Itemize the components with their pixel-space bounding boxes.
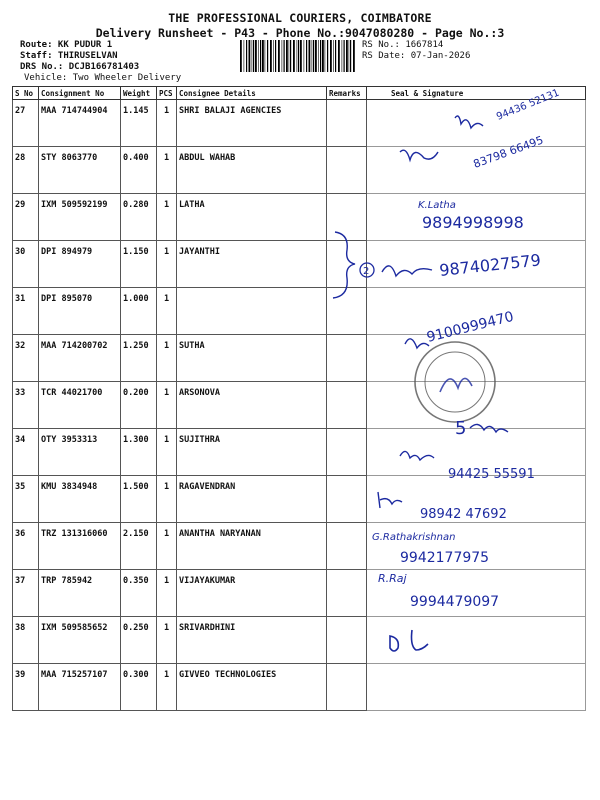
cell-weight: 0.280 [121, 194, 157, 241]
cell-pcs: 1 [157, 335, 177, 382]
cell-consignee: GIVVEO TECHNOLOGIES [177, 664, 327, 711]
cell-consignment-no: OTY 3953313 [39, 429, 121, 476]
handwritten-name-29: K.Latha [418, 200, 456, 211]
cell-consignment-no: MAA 714200702 [39, 335, 121, 382]
cell-consignment-no: KMU 3834948 [39, 476, 121, 523]
cell-consignment-no: TCR 44021700 [39, 382, 121, 429]
cell-weight: 1.500 [121, 476, 157, 523]
table-row [13, 617, 586, 664]
cell-consignment-no: TRP 785942 [39, 570, 121, 617]
table-row [13, 335, 586, 382]
handwritten-phone-28: 83798 66495 [471, 133, 546, 171]
cell-consignee: ANANTHA NARYANAN [177, 523, 327, 570]
cell-weight: 0.250 [121, 617, 157, 664]
cell-weight: 2.150 [121, 523, 157, 570]
cell-sno: 36 [13, 523, 39, 570]
barcode-image [240, 40, 358, 72]
table-row [13, 382, 586, 429]
table-row [13, 100, 586, 147]
cell-seal-signature [367, 523, 586, 570]
cell-remarks [327, 147, 367, 194]
cell-seal-signature [367, 382, 586, 429]
col-header-remarks: Remarks [327, 87, 367, 100]
table-row [13, 288, 586, 335]
col-header-consignment: Consignment No [39, 87, 121, 100]
handwritten-phone-32: 9100999470 [425, 308, 516, 346]
table-row [13, 523, 586, 570]
table-row [13, 241, 586, 288]
cell-pcs: 1 [157, 664, 177, 711]
cell-seal-signature [367, 335, 586, 382]
staff-label: Staff: THIRUSELVAN [20, 51, 118, 61]
cell-consignee [177, 288, 327, 335]
handwritten-phone-27: 94436 52131 [495, 87, 562, 123]
cell-remarks [327, 664, 367, 711]
handwritten-phone-35: 94425 55591 [448, 467, 535, 482]
handwritten-count-30: 2 [363, 266, 370, 277]
cell-seal-signature [367, 194, 586, 241]
col-header-sno: S No [13, 87, 39, 100]
cell-consignment-no: MAA 715257107 [39, 664, 121, 711]
cell-sno: 38 [13, 617, 39, 664]
cell-seal-signature [367, 570, 586, 617]
cell-pcs: 1 [157, 241, 177, 288]
cell-sno: 33 [13, 382, 39, 429]
cell-remarks [327, 570, 367, 617]
cell-remarks [327, 523, 367, 570]
handwritten-name-38: R.Raj [378, 572, 407, 585]
cell-pcs: 1 [157, 523, 177, 570]
cell-remarks [327, 194, 367, 241]
runsheet-subtitle: Delivery Runsheet - P43 - Phone No.:9047080280 - Page No.:3 [95, 26, 505, 40]
cell-sno: 34 [13, 429, 39, 476]
cell-pcs: 1 [157, 570, 177, 617]
cell-consignee: SHRI BALAJI AGENCIES [177, 100, 327, 147]
cell-sno: 37 [13, 570, 39, 617]
cell-consignment-no: DPI 895070 [39, 288, 121, 335]
table-header-row [13, 87, 586, 100]
cell-remarks [327, 476, 367, 523]
cell-weight: 1.145 [121, 100, 157, 147]
cell-seal-signature [367, 476, 586, 523]
cell-seal-signature [367, 617, 586, 664]
handwritten-mark-34: 5 [455, 418, 467, 439]
cell-seal-signature [367, 100, 586, 147]
handwritten-phone-30: 9874027579 [438, 250, 542, 280]
col-header-consignee: Consignee Details [177, 87, 327, 100]
handwritten-phone-36: 98942 47692 [420, 507, 507, 522]
table-row [13, 664, 586, 711]
table-row [13, 147, 586, 194]
cell-remarks [327, 100, 367, 147]
rs-number: RS No.: 1667814 [362, 40, 444, 50]
handwritten-phone-37: 9942177975 [400, 550, 490, 566]
cell-consignment-no: IXM 509585652 [39, 617, 121, 664]
vehicle-label: Vehicle: Two Wheeler Delivery [24, 73, 182, 83]
col-header-pcs: PCS [157, 87, 177, 100]
cell-weight: 0.350 [121, 570, 157, 617]
cell-sno: 32 [13, 335, 39, 382]
cell-weight: 1.150 [121, 241, 157, 288]
cell-weight: 0.400 [121, 147, 157, 194]
cell-consignment-no: MAA 714744904 [39, 100, 121, 147]
cell-consignment-no: DPI 894979 [39, 241, 121, 288]
cell-remarks [327, 429, 367, 476]
cell-consignee: SRIVARDHINI [177, 617, 327, 664]
cell-sno: 27 [13, 100, 39, 147]
cell-consignee: SUJITHRA [177, 429, 327, 476]
cell-pcs: 1 [157, 617, 177, 664]
cell-pcs: 1 [157, 100, 177, 147]
cell-remarks [327, 335, 367, 382]
table-row [13, 476, 586, 523]
cell-sno: 28 [13, 147, 39, 194]
cell-consignment-no: IXM 509592199 [39, 194, 121, 241]
cell-remarks [327, 241, 370, 288]
cell-sno: 39 [13, 664, 39, 711]
drs-number: DRS No.: DCJB166781403 [20, 62, 140, 72]
cell-sno: 35 [13, 476, 39, 523]
cell-pcs: 1 [157, 382, 177, 429]
handwritten-name-37: G.Rathakrishnan [372, 532, 456, 543]
cell-consignee: ARSONOVA [177, 382, 327, 429]
cell-sno: 30 [13, 241, 39, 288]
cell-weight: 1.000 [121, 288, 157, 335]
handwritten-phone-38: 9994479097 [410, 594, 500, 610]
cell-seal-signature [367, 147, 586, 194]
cell-seal-signature [367, 429, 586, 476]
runsheet-table [12, 86, 586, 711]
cell-consignee: RAGAVENDRAN [177, 476, 327, 523]
cell-consignee: VIJAYAKUMAR [177, 570, 327, 617]
col-header-weight: Weight [121, 87, 157, 100]
cell-remarks [327, 617, 367, 664]
cell-consignment-no: TRZ 131316060 [39, 523, 121, 570]
cell-pcs: 1 [157, 429, 177, 476]
cell-seal-signature [367, 241, 586, 288]
cell-consignee: ABDUL WAHAB [177, 147, 327, 194]
cell-weight: 0.200 [121, 382, 157, 429]
company-title: THE PROFESSIONAL COURIERS, COIMBATORE [168, 11, 432, 25]
cell-consignee: SUTHA [177, 335, 327, 382]
cell-consignee: JAYANTHI [177, 241, 327, 288]
cell-seal-signature [367, 288, 586, 335]
cell-remarks [327, 288, 367, 335]
handwritten-phone-29: 9894998998 [422, 213, 524, 232]
cell-pcs: 1 [157, 476, 177, 523]
cell-sno: 31 [13, 288, 39, 335]
cell-sno: 29 [13, 194, 39, 241]
route-label: Route: KK PUDUR 1 [20, 40, 113, 50]
cell-pcs: 1 [157, 194, 177, 241]
table-row [13, 429, 586, 476]
table-row [13, 194, 586, 241]
cell-consignee: LATHA [177, 194, 327, 241]
cell-pcs: 1 [157, 147, 177, 194]
cell-weight: 0.300 [121, 664, 157, 711]
cell-weight: 1.300 [121, 429, 157, 476]
rs-date: RS Date: 07-Jan-2026 [362, 51, 471, 61]
cell-consignment-no: STY 8063770 [39, 147, 121, 194]
table-row [13, 570, 586, 617]
cell-pcs: 1 [157, 288, 177, 335]
cell-remarks [327, 382, 367, 429]
cell-seal-signature [367, 664, 586, 711]
col-header-signature: Seal & Signature [367, 87, 586, 100]
cell-weight: 1.250 [121, 335, 157, 382]
